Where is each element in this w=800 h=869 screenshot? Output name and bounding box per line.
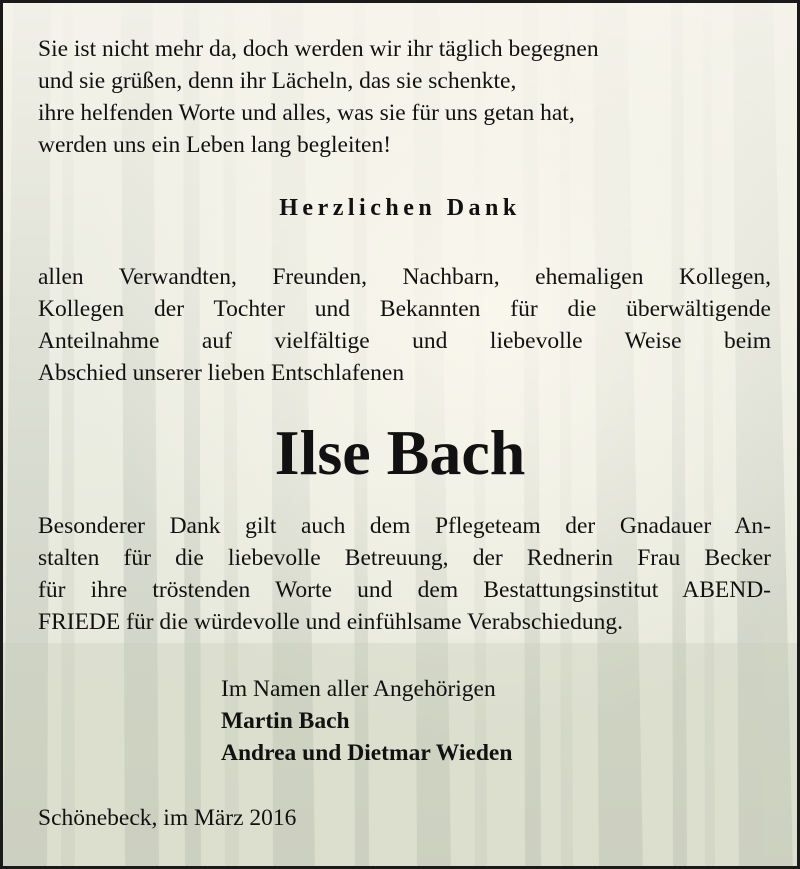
thanks-heading: Herzlichen Dank — [279, 195, 521, 221]
special-thanks-paragraph — [38, 510, 771, 638]
place-date: Schönebeck, im März 2016 — [38, 805, 297, 831]
paragraph-line: allen Verwandten, Freunden, Nachbarn, ehemaligen Kollegen, — [38, 264, 771, 290]
paragraph-line: Kollegen der Tochter und Bekannten für die überwältigende — [38, 296, 771, 322]
paragraph-line: Anteilnahme auf vielfältige und liebevolle Weise beim — [38, 328, 771, 354]
obituary-content — [3, 3, 797, 866]
signature-block — [221, 673, 512, 769]
memorial-poem — [38, 33, 599, 161]
paragraph-line: stalten für die liebevolle Betreuung, der Rednerin Frau Becker — [38, 545, 771, 571]
thanks-paragraph — [38, 261, 771, 389]
paragraph-line: FRIEDE für die würdevolle und einfühlsame Verabschiedung. — [38, 609, 623, 635]
signature-name: Andrea und Dietmar Wieden — [221, 740, 513, 766]
paragraph-line: Besonderer Dank gilt auch dem Pflegeteam der Gnadauer An- — [38, 513, 771, 539]
paragraph-line: Abschied unserer lieben Entschlafenen — [38, 360, 405, 386]
poem-line: ihre helfenden Worte und alles, was sie für uns getan hat, — [38, 100, 575, 126]
paragraph-line: für ihre tröstenden Worte und dem Bestattungsinstitut ABEND- — [38, 577, 771, 603]
poem-line: Sie ist nicht mehr da, doch werden wir ihr täglich begegnen — [38, 36, 599, 62]
deceased-name: Ilse Bach — [274, 417, 526, 488]
poem-line: werden uns ein Leben lang begleiten! — [38, 132, 392, 158]
signature-name: Martin Bach — [221, 708, 350, 734]
poem-line: und sie grüßen, denn ihr Lächeln, das sie schenkte, — [38, 68, 517, 94]
signature-intro: Im Namen aller Angehörigen — [221, 676, 496, 702]
